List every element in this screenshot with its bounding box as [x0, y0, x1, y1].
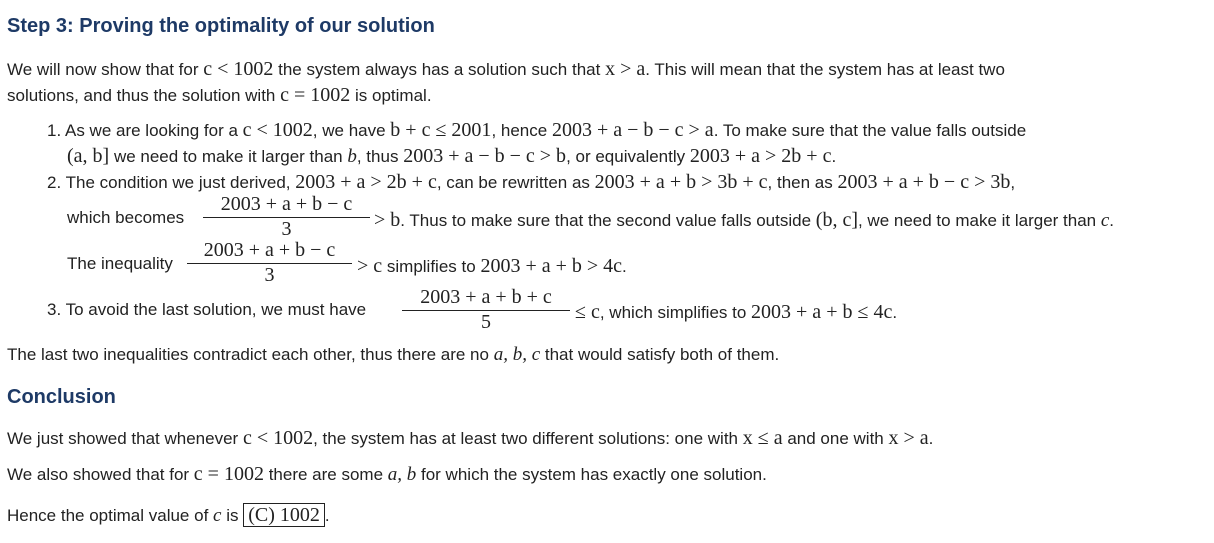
text: We also showed that for	[7, 465, 190, 484]
text: . To make sure that the value falls outside	[713, 121, 1027, 140]
fraction-1	[203, 192, 370, 242]
text: . Thus to make sure that the second value falls outside	[400, 211, 812, 230]
text: .	[1109, 211, 1115, 230]
fraction-denominator: 3	[281, 218, 292, 240]
text: We will now show that for	[7, 60, 199, 79]
text: there are some	[268, 465, 384, 484]
fraction-numerator: 2003 + a + b + c	[420, 286, 552, 308]
text: We just showed that whenever	[7, 429, 239, 448]
fraction-numerator: 2003 + a + b − c	[220, 193, 353, 215]
text: the system always has a solution such that	[278, 60, 601, 79]
math: 2003 + a + b > 3b + c	[594, 171, 768, 193]
fraction-denominator: 5	[481, 311, 491, 333]
math: 2003 + a − b − c > b	[403, 145, 567, 167]
list-number: 3.	[47, 300, 62, 319]
fraction-2	[187, 238, 352, 288]
text: The last two inequalities contradict each other, thus there are no	[7, 345, 489, 364]
text: , or equivalently	[566, 147, 686, 166]
list-item-2-the-inequality: The inequality	[67, 254, 173, 273]
math: b	[347, 146, 357, 167]
text: The condition we just derived,	[65, 173, 291, 192]
math: x ≤ a	[742, 427, 783, 449]
text: , we need to make it larger than	[857, 211, 1097, 230]
text: and one with	[787, 429, 884, 448]
conclusion-heading: Conclusion	[7, 386, 116, 408]
text: for which the system has exactly one solution.	[421, 465, 767, 484]
list-item-2-line1	[47, 170, 1015, 194]
math: c = 1002	[280, 84, 351, 106]
fraction-denominator: 3	[264, 264, 275, 286]
text: we need to make it larger than	[113, 147, 343, 166]
math: c	[1100, 210, 1110, 231]
math: 2003 + a + b − c > 3b	[837, 171, 1011, 193]
text: Hence the optimal value of	[7, 506, 209, 525]
text: simplifies to	[386, 257, 476, 276]
contradiction-paragraph	[7, 344, 779, 367]
text: To avoid the last solution, we must have	[65, 300, 367, 319]
list-item-2-which-becomes: which becomes	[67, 208, 185, 227]
list-item-3-start	[47, 300, 366, 320]
math: c < 1002	[242, 119, 313, 141]
math: c < 1002	[203, 58, 274, 80]
text: is	[226, 506, 239, 525]
math: 2003 + a + b ≤ 4c	[751, 301, 893, 323]
math: > c	[357, 255, 383, 277]
text: . This will mean that the system has at least two	[645, 60, 1005, 79]
text: ,	[1010, 173, 1016, 192]
answer-box: (C) 1002	[243, 503, 325, 527]
text: As we are looking for a	[64, 121, 238, 140]
intro-paragraph-line1	[7, 57, 1005, 81]
list-number: 1.	[47, 121, 62, 140]
math: 2003 + a > 2b + c	[295, 171, 437, 193]
text: , the system has at least two different solutions: one with	[313, 429, 739, 448]
fraction-numerator: 2003 + a + b − c	[203, 239, 336, 261]
text: , can be rewritten as	[436, 173, 590, 192]
math: a, b	[387, 464, 417, 485]
intro-paragraph-line2	[7, 83, 432, 107]
list-number: 2.	[47, 173, 62, 192]
math: c = 1002	[193, 463, 264, 485]
text: is optimal.	[355, 86, 432, 105]
math: 2003 + a − b − c > a	[551, 119, 714, 141]
text: , which simplifies to	[599, 303, 747, 322]
text: , hence	[491, 121, 548, 140]
conclusion-paragraph-3	[7, 503, 330, 528]
math: ≤ c	[575, 301, 600, 323]
conclusion-paragraph-1	[7, 426, 933, 450]
text: that would satisfy both of them.	[544, 345, 780, 364]
math: x > a	[605, 58, 646, 80]
math: a, b, c	[493, 344, 541, 365]
text: solutions, and thus the solution with	[7, 86, 276, 105]
math: 2003 + a + b > 4c	[480, 255, 623, 277]
text: .	[324, 506, 330, 525]
list-item-1-line2	[67, 144, 836, 169]
list-item-2-line2-rest	[374, 208, 1114, 233]
text: , thus	[356, 147, 399, 166]
text: .	[928, 429, 934, 448]
conclusion-paragraph-2	[7, 462, 767, 487]
math: (b, c]	[815, 209, 858, 231]
text: , then as	[767, 173, 833, 192]
list-item-1-line1	[47, 118, 1026, 142]
math: b + c ≤ 2001	[390, 119, 492, 141]
fraction-3	[402, 285, 570, 335]
math: (a, b]	[67, 145, 110, 167]
list-item-3-rest	[575, 300, 897, 324]
math: > b	[374, 209, 401, 231]
math: c	[213, 505, 222, 526]
math: c < 1002	[242, 427, 314, 449]
math: 2003 + a > 2b + c	[689, 145, 832, 167]
list-item-2-line3-rest	[357, 254, 627, 278]
text: .	[892, 303, 898, 322]
text: .	[622, 257, 627, 276]
text: , we have	[312, 121, 386, 140]
text: .	[831, 147, 837, 166]
math: x > a	[888, 427, 929, 449]
step3-heading: Step 3: Proving the optimality of our solution	[7, 15, 435, 37]
